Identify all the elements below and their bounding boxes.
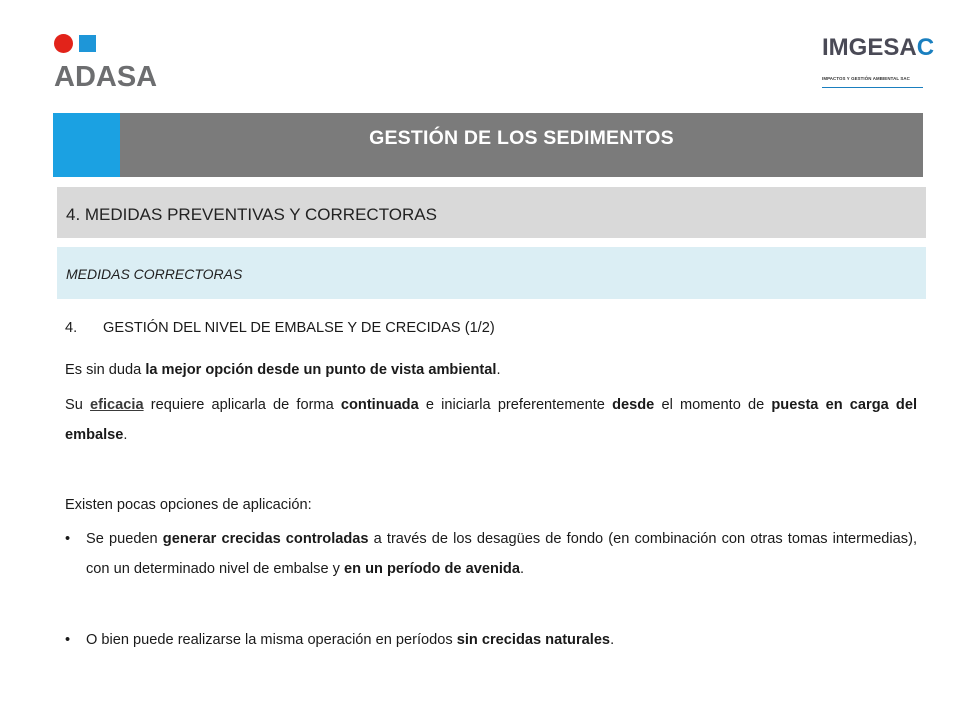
b2-bold-1: sin crecidas naturales	[456, 632, 611, 648]
bullet-icon: •	[65, 632, 71, 648]
logo-blue-square-icon	[79, 35, 96, 52]
section-header: 4. MEDIDAS PREVENTIVAS Y CORRECTORAS	[57, 187, 926, 238]
slide-title: GESTIÓN DE LOS SEDIMENTOS	[369, 127, 674, 149]
imgesac-underline	[822, 87, 923, 88]
p2-bold-1: continuada	[340, 397, 419, 413]
p2-text-4: el momento de	[654, 397, 772, 413]
paragraph-3: Existen pocas opciones de aplicación:	[65, 497, 312, 513]
paragraph-1	[65, 355, 917, 385]
b1-text-1: Se pueden	[86, 531, 163, 547]
imgesac-logo	[820, 34, 935, 96]
title-accent-block	[53, 113, 120, 177]
b1-bold-1: generar crecidas controladas	[162, 531, 369, 547]
subsection-header: MEDIDAS CORRECTORAS	[57, 247, 926, 299]
b2-text-2: .	[610, 632, 615, 648]
p2-text-1: Su	[65, 397, 91, 413]
paragraph-2	[65, 390, 917, 450]
item-text: GESTIÓN DEL NIVEL DE EMBALSE Y DE CRECIDAS (1/2)	[103, 320, 495, 336]
p2-text-3: e iniciarla preferentemente	[418, 397, 613, 413]
imgesac-tagline: IMPACTOS Y GESTIÓN AMBIENTAL SAC	[822, 76, 910, 81]
imgesac-logo-text	[822, 34, 934, 62]
numbered-heading	[65, 318, 495, 338]
b1-text-2: a través de los desagües de fondo (en combinación con otras tomas intermedias), con un determinado nivel de embalse y	[86, 531, 917, 577]
b1-bold-2: en un período de avenida	[343, 561, 520, 577]
p2-bold-3: puesta en carga del embalse	[65, 397, 917, 443]
b2-text-1: O bien puede realizarse la misma operación en períodos	[86, 632, 457, 648]
p2-text-2: requiere aplicarla de forma	[143, 397, 341, 413]
adasa-logo-text: ADASA	[54, 61, 158, 93]
b1-text-3: .	[519, 561, 525, 577]
bullet-item-1	[65, 524, 917, 584]
bullet-2-text	[86, 625, 917, 655]
imgesac-logo-accent: C	[916, 34, 935, 61]
p1-text-1: Es sin duda	[65, 362, 146, 378]
p2-text-5: .	[123, 427, 128, 443]
item-number: 4.	[65, 320, 78, 336]
p2-bold-2: desde	[612, 397, 655, 413]
p2-underlined: eficacia	[90, 397, 144, 413]
bullet-item-2	[65, 625, 917, 655]
bullet-1-text	[86, 524, 917, 584]
bullet-icon: •	[65, 531, 71, 547]
adasa-logo	[54, 34, 174, 94]
logo-red-dot-icon	[54, 34, 73, 53]
p1-text-2: .	[496, 362, 501, 378]
imgesac-logo-main: IMGESA	[822, 34, 917, 61]
title-bar	[53, 113, 923, 177]
p1-bold-1: la mejor opción desde un punto de vista ambiental	[145, 362, 497, 378]
